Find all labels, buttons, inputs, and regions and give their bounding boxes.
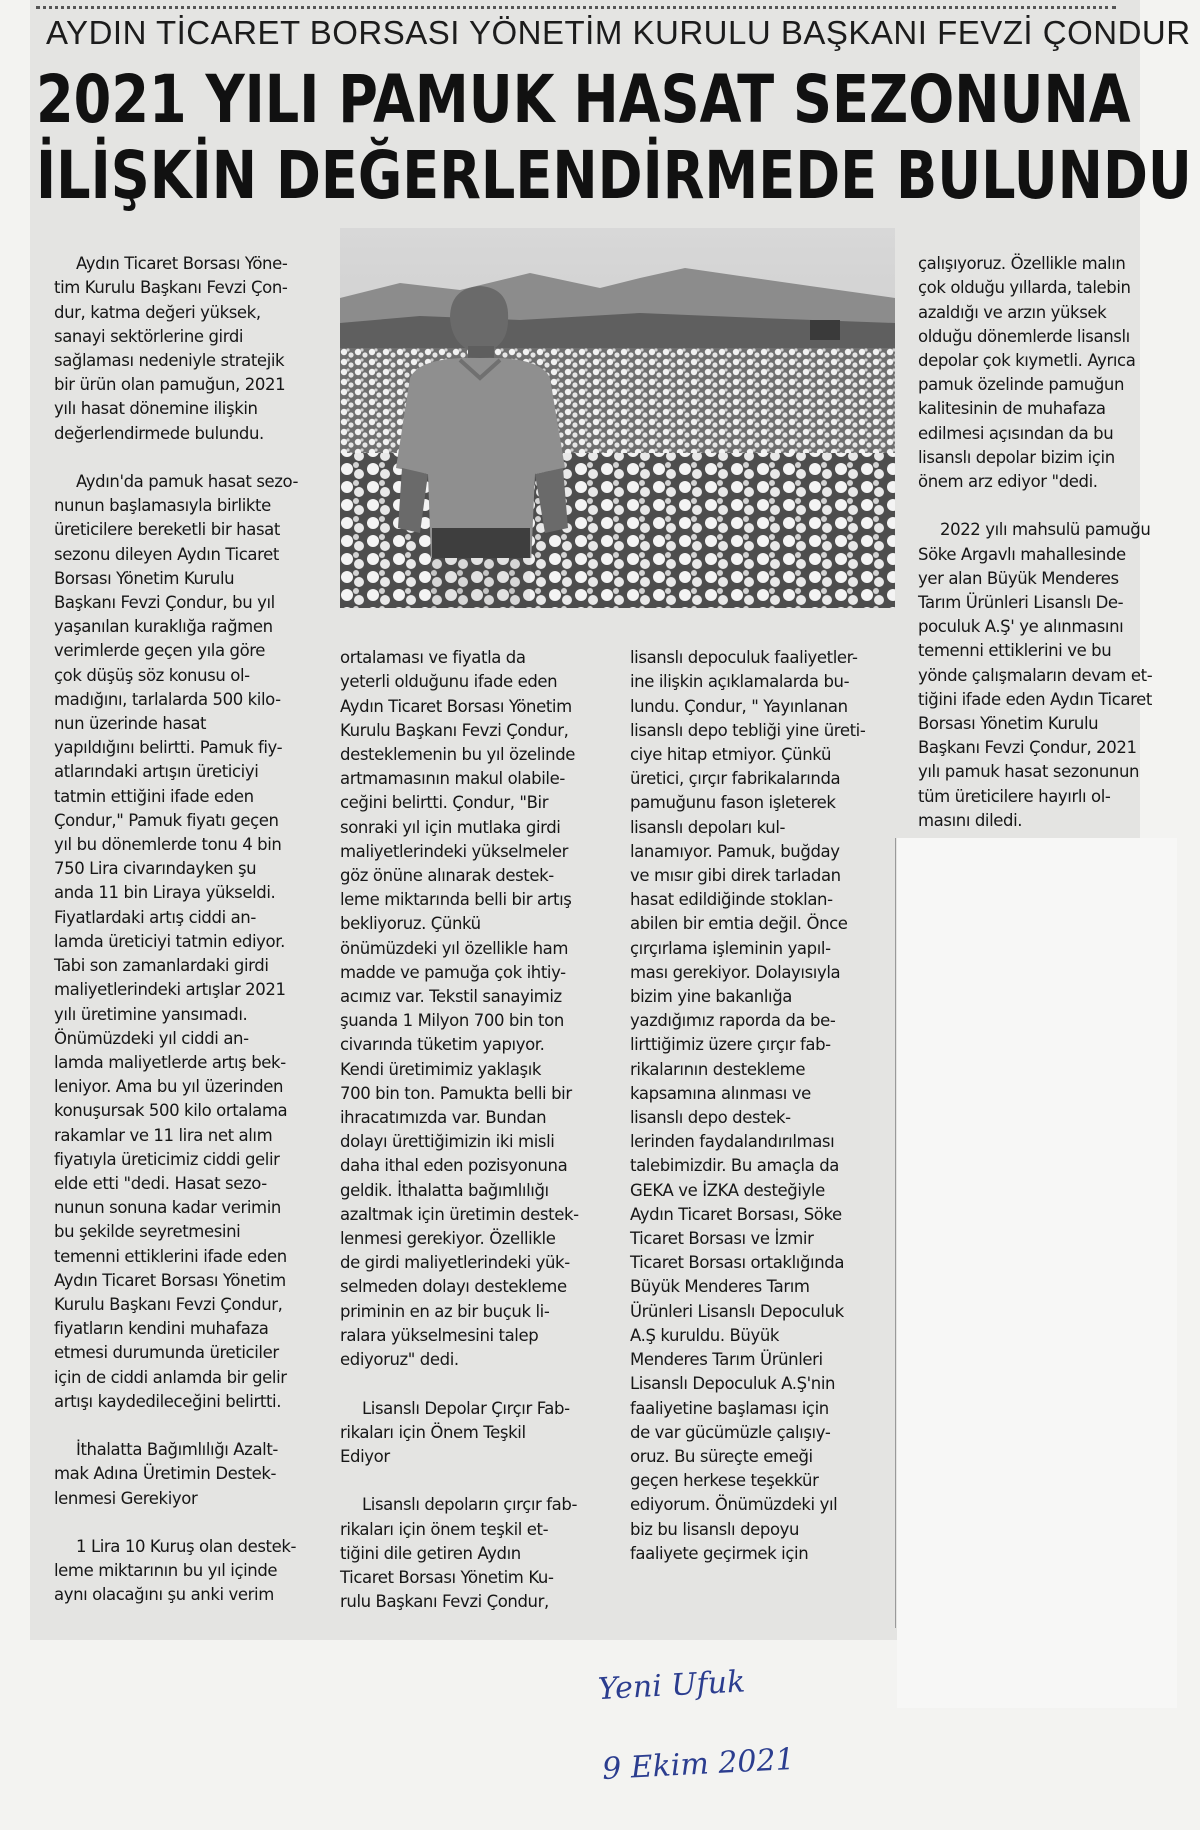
headline-line-1: 2021 YILI PAMUK HASAT SEZONUNA	[36, 61, 1131, 138]
subheading: Lisanslı Depolar Çırçır Fab- rikaları için Önem Teşkil Ediyor	[340, 1398, 570, 1466]
handwritten-source-note	[595, 1620, 798, 1830]
headline-line-2: İLİŞKİN DEĞERLENDİRMEDE BULUNDU	[36, 137, 1192, 214]
article-column-3	[630, 622, 892, 1590]
subheading: İthalatta Bağımlılığı Azalt- mak Adına Üretimin Destek- lenmesi Gerekiyor	[54, 1440, 278, 1508]
paragraph: 1 Lira 10 Kuruş olan destek- leme miktarının bu yıl içinde aynı olacağını şu anki verim	[54, 1536, 297, 1605]
person-in-cotton-field-photo	[340, 228, 895, 608]
handwritten-date: 9 Ekim 2021	[601, 1741, 796, 1787]
column-divider	[895, 838, 896, 1628]
paragraph: çalışıyoruz. Özellikle malın çok olduğu yıllarda, talebin azaldığı ve arzın yüksek olduğu dönemlerde lisanslı depolar çok kıymetli. Ayrıca pamuk özelinde pamuğun kalitesinin de muhafaza edilmesi açısından da bu lisanslı depolar bizim için önem arz ediyor "dedi.	[918, 254, 1136, 492]
paragraph: Lisanslı depoların çırçır fab- rikaları için önem teşkil et- tiğini dile getiren Aydın Ticaret Borsası Yönetim Ku- rulu Başkanı Fevzi Çondur,	[340, 1495, 578, 1612]
paragraph: ortalaması ve fiyatla da yeterli olduğunu ifade eden Aydın Ticaret Borsası Yönetim Kurulu Başkanı Fevzi Çondur, desteklemenin bu yıl özelinde artmamasının makul olabile- ceğini belirtti. Çondur, "Bir sonraki yıl için mutlaka girdi maliyetlerindeki yükselmeler göz önüne alınarak destek- leme miktarında belli bir artış bekliyoruz. Çünkü önümüzdeki yıl özellikle ham madde ve pamuğa çok ihtiy- acımız var. Tekstil sanayimiz şuanda 1 Milyon 700 bin ton civarında tüketim yapıyor. Kendi üretimimiz yaklaşık 700 bin ton. Pamukta belli bir ihracatımızda var. Bundan dolayı ürettiğimizin iki misli daha ithal eden pozisyonuna geldik. İthalatta bağımlılığı azaltmak için üretimin destek- lenmesi gerekiyor. Özellikle de girdi maliyetlerindeki yük- selmeden dolayı destekleme priminin en az bir buçuk li- ralara yükselmesini talep ediyoruz" dedi.	[340, 648, 579, 1370]
paragraph: Aydın Ticaret Borsası Yöne- tim Kurulu Başkanı Fevzi Çon- dur, katma değeri yüksek, sanayi sektörlerine girdi sağlaması nedeniyle stratejik bir ürün olan pamuğun, 2021 yılı hasat dönemine ilişkin değerlendirmede bulundu.	[54, 254, 288, 443]
handwritten-newspaper-name: Yeni Ufuk	[597, 1664, 747, 1708]
paragraph: lisanslı depoculuk faaliyetler- ine ilişkin açıklamalarda bu- lundu. Çondur, " Yayınlanan lisanslı depo tebliği yine üreti- ciye hitap etmiyor. Çünkü üretici, çırçır fabrikalarında pamuğunu fason işleterek lisanslı depoları kul- lanamıyor. Pamuk, buğday ve mısır gibi direk tarladan hasat edildiğinde stoklan- abilen bir emtia değil. Önce çırçırlama işleminin yapıl- ması gerekiyor. Dolayısıyla bizim yine bakanlığa yazdığımız raporda da be- lirttiğimiz üzere çırçır fab- rikalarının destekleme kapsamına alınması ve lisanslı depo destek- lerinden faydalandırılması talebimizdir. Bu amaçla da GEKA ve İZKA desteğiyle Aydın Ticaret Borsası, Söke Ticaret Borsası ve İzmir Ticaret Borsası ortaklığında Büyük Menderes Tarım Ürünleri Lisanslı Depoculuk A.Ş kuruldu. Büyük Menderes Tarım Ürünleri Lisanslı Depoculuk A.Ş'nin faaliyetine başlaması için de var gücümüzle çalışıy- oruz. Bu süreçte emeği geçen herkese teşekkür ediyorum. Önümüzdeki yıl biz bu lisanslı depoyu faaliyete geçirmek için	[630, 648, 866, 1563]
dotted-cut-line	[36, 6, 1116, 9]
cutout-blank-area	[897, 838, 1177, 1708]
article-kicker: AYDIN TİCARET BORSASI YÖNETİM KURULU BAŞKANI FEVZİ ÇONDUR	[46, 14, 1191, 51]
paragraph: Aydın'da pamuk hasat sezo- nunun başlamasıyla birlikte üreticilere bereketli bir hasat sezonu dileyen Aydın Ticaret Borsası Yönetim Kurulu Başkanı Fevzi Çondur, bu yıl yaşanılan kuraklığa rağmen verimlerde geçen yıla göre çok düşüş söz konusu ol- madığını, tarlalarda 500 kilo- nun üzerinde hasat yapıldığını belirtti. Pamuk fiy- atlarındaki artışın üreticiyi tatmin ettiğini ifade eden Çondur," Pamuk fiyatı geçen yıl bu dönemlerde tonu 4 bin 750 Lira civarındayken şu anda 11 bin Liraya yükseldi. Fiyatlardaki artış ciddi an- lamda üreticiyi tatmin ediyor. Tabi son zamanlardaki girdi maliyetlerindeki artışlar 2021 yılı üretimine yansımadı. Önümüzdeki yıl ciddi an- lamda maliyetlerde artış bek- leniyor. Ama bu yıl üzerinden konuşursak 500 kilo ortalama rakamlar ve 11 lira net alım fiyatıyla üreticimiz ciddi gelir elde etti "dedi. Hasat sezo- nunun sonuna kadar verimin bu şekilde seyretmesini temenni ettiklerini ifade eden Aydın Ticaret Borsası Yönetim Kurulu Başkanı Fevzi Çondur, fiyatların kendini muhafaza etmesi durumunda üreticiler için de ciddi anlamda bir gelir artışı kaydedileceğini belirtti.	[54, 472, 299, 1411]
article-column-4	[918, 228, 1158, 857]
photo-illustration	[340, 228, 895, 608]
article-column-2	[340, 622, 612, 1639]
article-headline	[36, 61, 1192, 214]
article-column-1	[54, 228, 326, 1632]
paragraph: 2022 yılı mahsulü pamuğu Söke Argavlı mahallesinde yer alan Büyük Menderes Tarım Ürünleri Lisanslı De- poculuk A.Ş' ye alınmasını temenni ettiklerini ve bu yönde çalışmaların devam et- tiğini ifade eden Aydın Ticaret Borsası Yönetim Kurulu Başkanı Fevzi Çondur, 2021 yılı pamuk hasat sezonunun tüm üreticilere hayırlı ol- masını diledi.	[918, 520, 1153, 830]
